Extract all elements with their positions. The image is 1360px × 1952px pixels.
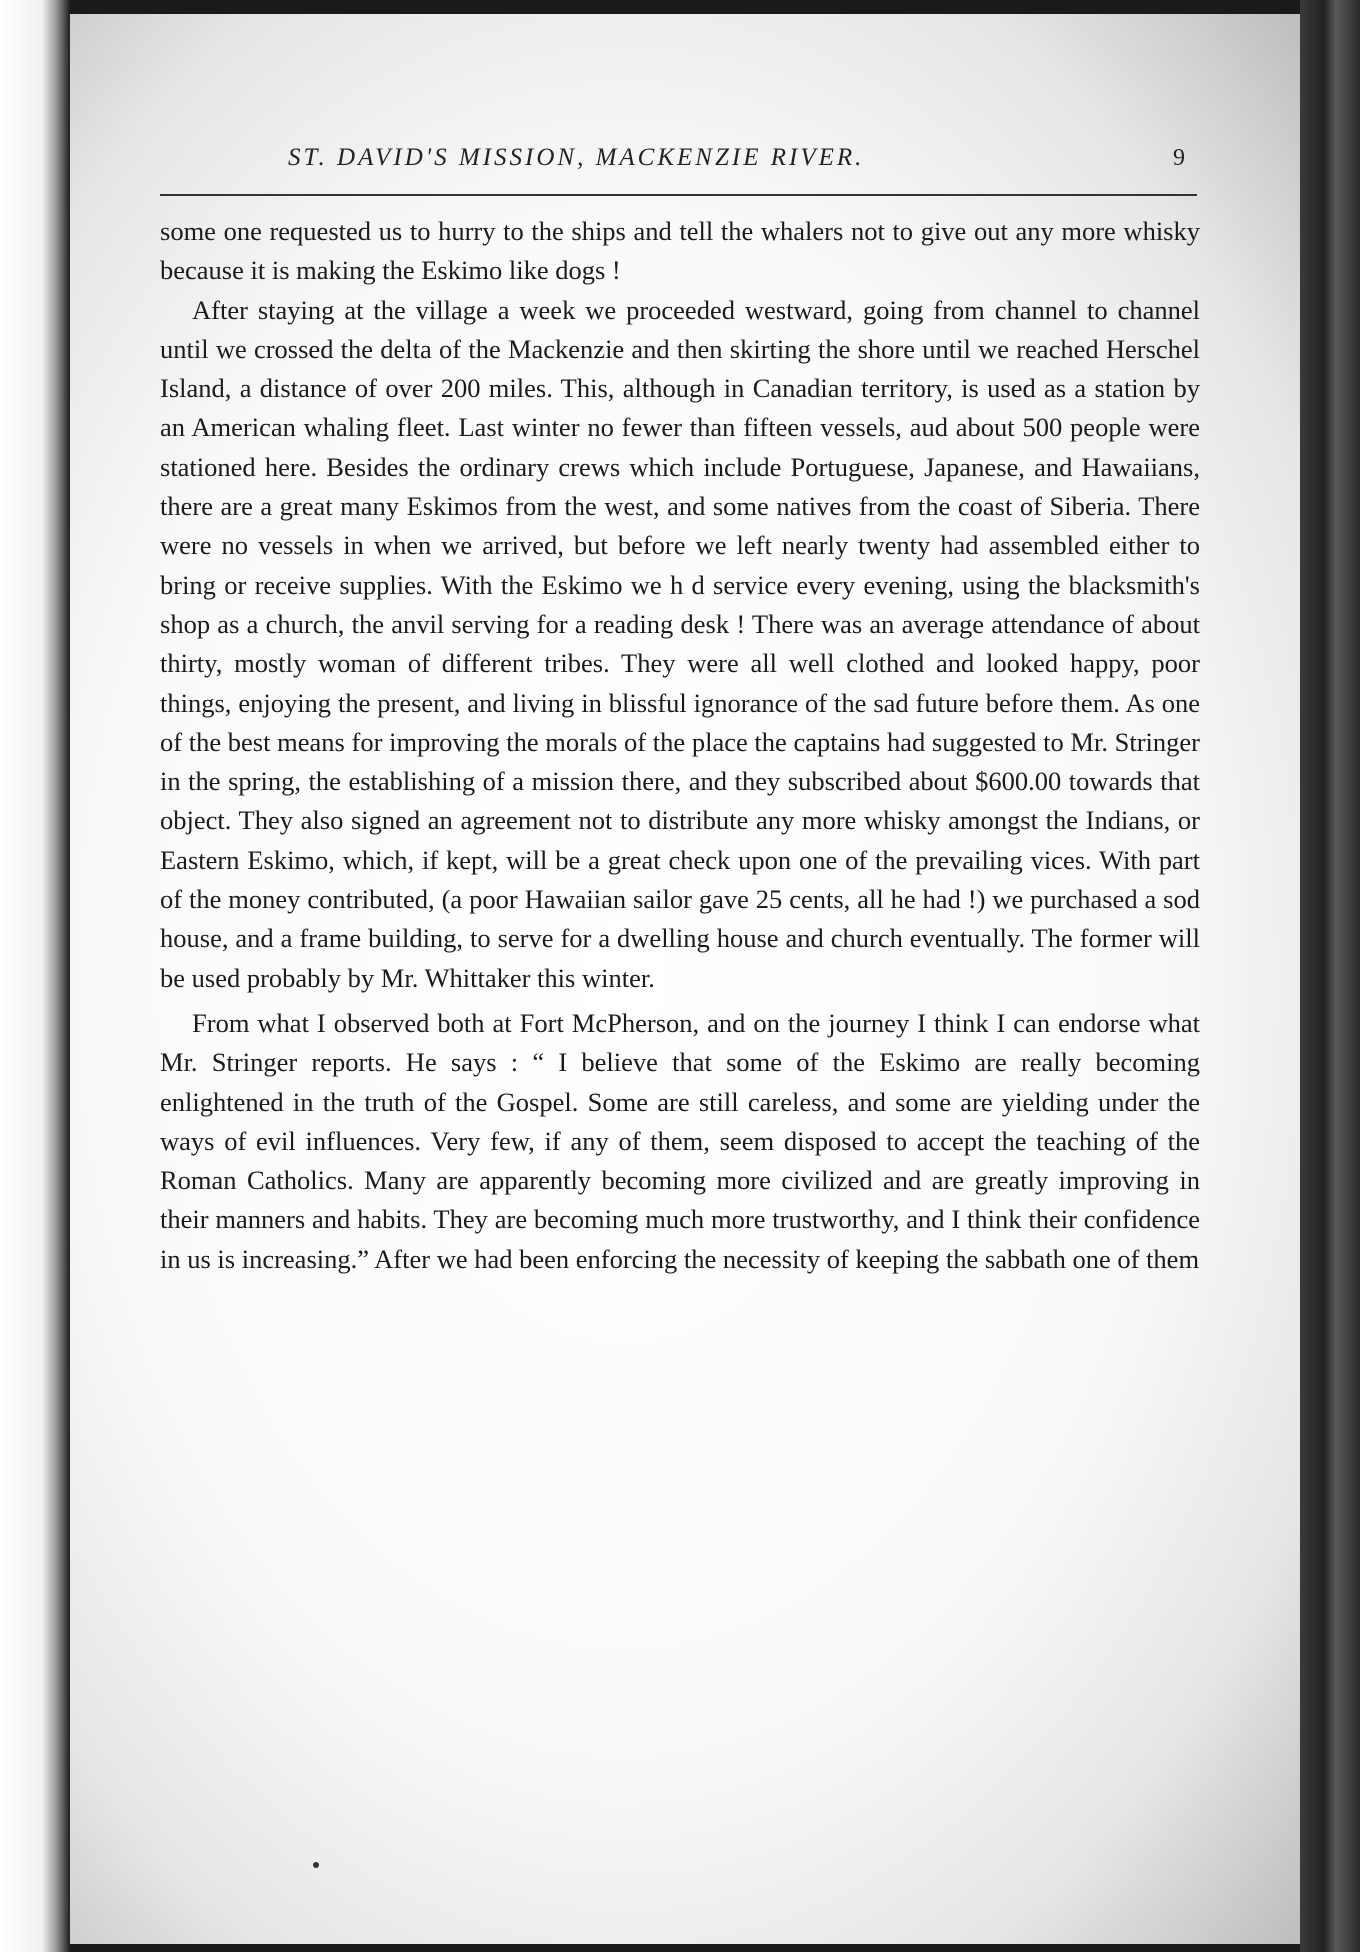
header-rule [160,194,1197,196]
ink-speck [313,1862,319,1868]
paragraph-2: After staying at the village a week we proceeded westward, going from channel to channel until we crossed the delta of the Mackenzie and then skirting the shore until we reached Herschel Island, a distance of over 200 miles. This, although in Canadian territory, is used as a station by an American whaling fleet. Last winter no fewer than fifteen vessels, aud about 500 people were stationed here. Besides the ordinary crews which include Portuguese, Japanese, and Hawaiians, there are a great many Eskimos from the west, and some natives from the coast of Siberia. There were no vessels in when we arrived, but before we left nearly twenty had assembled either to bring or receive supplies. With the Eskimo we h d service every evening, using the blacksmith's shop as a church, the anvil serving for a reading desk ! There was an average attendance of about thirty, mostly woman of different tribes. They were all well clothed and looked happy, poor things, enjoying the present, and living in blissful ignorance of the sad future before them. As one of the best means for improving the morals of the place the captains had suggested to Mr. Stringer in the spring, the establishing of a mission there, and they subscribed about $600.00 towards that object. They also signed an agreement not to distribute any more whisky amongst the Indians, or Eastern Eskimo, which, if kept, will be a great check upon one of the prevailing vices. With part of the money contributed, (a poor Hawaiian sailor gave 25 cents, all he had !) we purchased a sod house, and a frame building, to serve for a dwelling house and church eventually. The former will be used probably by Mr. Whittaker this winter. [160,294,1200,993]
running-head: ST. DAVID'S MISSION, MACKENZIE RIVER. [288,144,865,171]
body-text [160,212,1200,1279]
paragraph-1: some one requested us to hurry to the ships and tell the whalers not to give out any more whisky because it is making the Eskimo like dogs ! [160,216,1200,286]
page-header [162,144,1197,172]
book-binding-edge [1300,0,1360,1952]
facing-page-edge [0,0,70,1952]
book-page [70,14,1300,1944]
paragraph-3: From what I observed both at Fort McPherson, and on the journey I think I can endorse what Mr. Stringer reports. He says : “ I believe that some of the Eskimo are really becoming enlightened in the truth of the Gospel. Some are still careless, and some are yielding under the ways of evil influences. Very few, if any of them, seem disposed to accept the teaching of the Roman Catholics. Many are apparently becoming more civilized and are greatly improving in their manners and habits. They are becoming much more trustworthy, and I think their confidence in us is increasing.” After we had been enforcing the necessity of keeping the sabbath one of them [160,1007,1200,1274]
page-number: 9 [1173,145,1185,171]
